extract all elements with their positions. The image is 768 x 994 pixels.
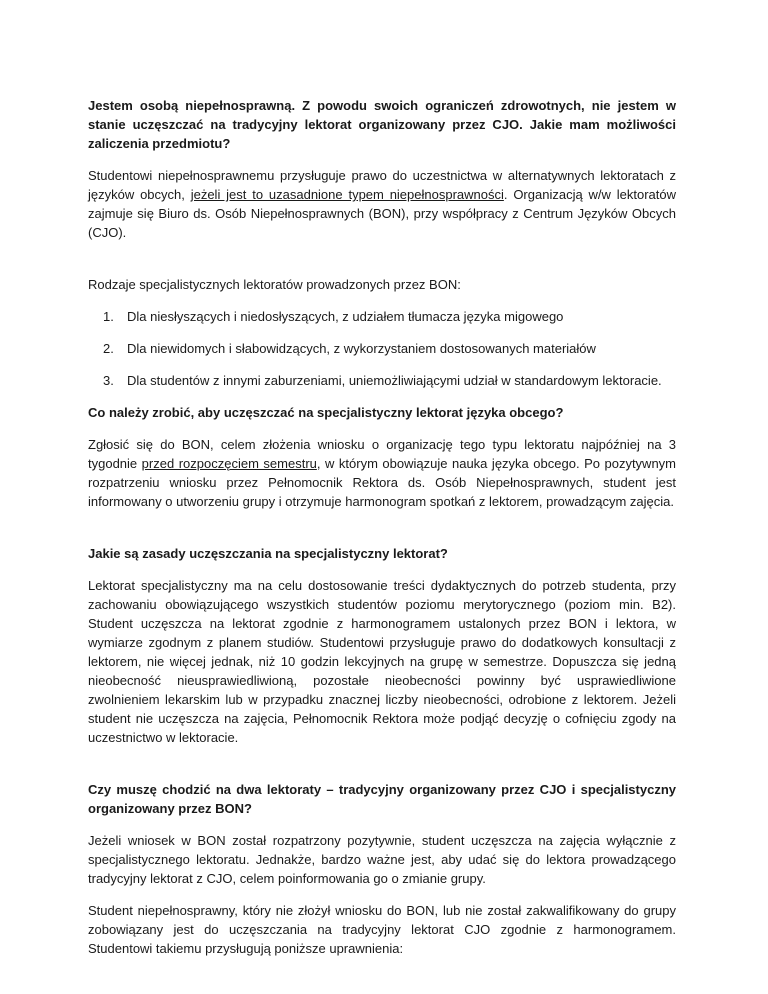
lectorate-types-list [88, 307, 676, 390]
question-how-to-apply: Co należy zrobić, aby uczęszczać na specjalistyczny lektorat języka obcego? [88, 405, 564, 420]
underlined-condition: jeżeli jest to uzasadnione typem niepełnosprawności [190, 187, 504, 202]
list-item [88, 339, 676, 358]
spacer [88, 255, 676, 275]
answer-how-to-apply [88, 435, 676, 511]
question-two-lectorates: Czy muszę chodzić na dwa lektoraty – tradycyjny organizowany przez CJO i specjalistyczny organizowany przez BON? [88, 782, 676, 816]
list-number: 3. [103, 373, 114, 388]
spacer [88, 524, 676, 544]
answer-text: . Organizacją w/w lektoratów zajmuje się Biuro ds. Osób Niepełnosprawnych (BON), przy współpracy z Centrum Języków Obcych (CJO). [88, 187, 676, 240]
answer-attendance-rules: Lektorat specjalistyczny ma na celu dostosowanie treści dydaktycznych do potrzeb studenta, przy zachowaniu obowiązującego wszystkich studentów poziomu merytorycznego (poziom min. B2). Student uczęszcza na lektorat zgodnie z harmonogramem ustalonych przez BON i lektora, w wymiarze zgodnym z planem studiów. Studentowi przysługuje prawo do dodatkowych konsultacji z lektorem, nie więcej jednak, niż 10 godzin lekcyjnych na grupę w semestrze. Dopuszcza się jedną nieobecność nieusprawiedliwioną, pozostałe nieobecności powinny być usprawiedliwione zwolnieniem lekarskim lub w przypadku znacznej liczby nieobecności, odrobione z lektorem. Jeżeli student nie uczęszcza na zajęcia, Pełnomocnik Rektora może podjąć decyzję o cofnięciu zgody na uczestnictwo w lektoracie. [88, 578, 676, 745]
list-number: 1. [103, 309, 114, 324]
answer-text: Studentowi niepełnosprawnemu przysługuje prawo do uczestnictwa w alternatywnych lektoratach z języków obcych, [88, 168, 676, 202]
list-item-text: Dla niewidomych i słabowidzących, z wykorzystaniem dostosowanych materiałów [127, 341, 596, 356]
lectorate-types-intro: Rodzaje specjalistycznych lektoratów prowadzonych przez BON: [88, 277, 461, 292]
list-item-text: Dla studentów z innymi zaburzeniami, uniemożliwiającymi udział w standardowym lektoracie. [127, 373, 662, 388]
answer-text: Zgłosić się do BON, celem złożenia wniosku o organizację tego typu lektoratu najpóźniej na 3 tygodnie [88, 437, 676, 471]
list-item [88, 307, 676, 326]
question-attendance-rules: Jakie są zasady uczęszczania na specjalistyczny lektorat? [88, 546, 448, 561]
document-content [88, 96, 676, 971]
question-disability-options: Jestem osobą niepełnosprawną. Z powodu swoich ograniczeń zdrowotnych, nie jestem w stanie uczęszczać na tradycyjny lektorat organizowany przez CJO. Jakie mam możliwości zaliczenia przedmiotu? [88, 98, 676, 151]
answer-disability-options [88, 166, 676, 242]
list-item [88, 371, 676, 390]
list-item-text: Dla niesłyszących i niedosłyszących, z udziałem tłumacza języka migowego [127, 309, 564, 324]
answer-two-lectorates-2: Student niepełnosprawny, który nie złożył wniosku do BON, lub nie został zakwalifikowany do grupy zobowiązany jest do uczęszczania na tradycyjny lektorat CJO zgodnie z harmonogramem. Studentowi takiemu przysługują poniższe uprawnienia: [88, 903, 676, 956]
spacer [88, 760, 676, 780]
answer-two-lectorates-1: Jeżeli wniosek w BON został rozpatrzony pozytywnie, student uczęszcza na zajęcia wyłącznie z specjalistycznego lektoratu. Jednakże, bardzo ważne jest, aby udać się do lektora prowadzącego tradycyjny lektorat z CJO, celem poinformowania go o zmianie grupy. [88, 833, 676, 886]
list-number: 2. [103, 341, 114, 356]
answer-text: , w którym obowiązuje nauka języka obcego. Po pozytywnym rozpatrzeniu wniosku przez Pełnomocnik Rektora ds. Osób Niepełnosprawnych, student jest informowany o utworzeniu grupy i otrzymuje harmonogram spotkań z lektorem, prowadzącym zajęcia. [88, 456, 677, 509]
underlined-deadline: przed rozpoczęciem semestru [141, 456, 317, 471]
